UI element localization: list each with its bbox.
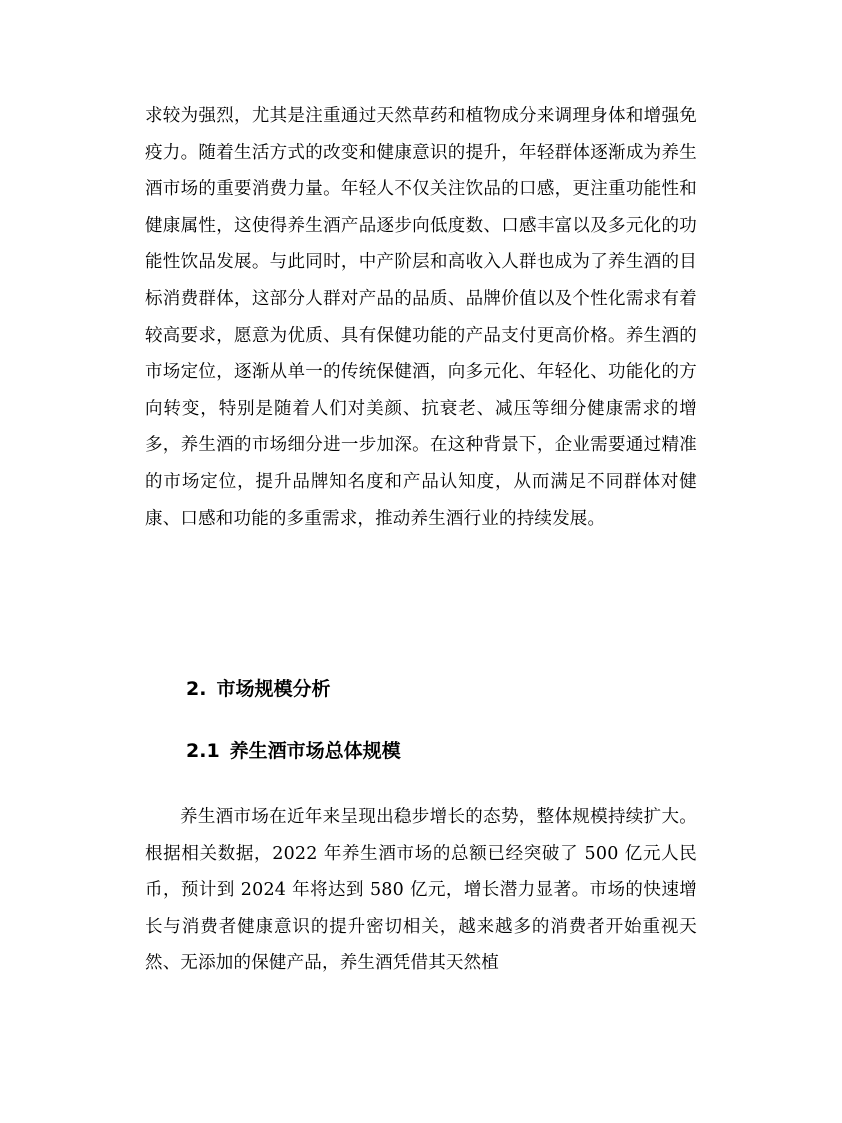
subsection-heading-overall-scale — [186, 737, 401, 765]
body-paragraph-consumer-groups: 求较为强烈，尤其是注重通过天然草药和植物成分来调理身体和增强免疫力。随着生活方式的改变和健康意识的提升，年轻群体逐渐成为养生酒市场的重要消费力量。年轻人不仅关注饮品的口感，更注重功能性和健康属性，这使得养生酒产品逐步向低度数、口感丰富以及多元化的功能性饮品发展。与此同时，中产阶层和高收入人群也成为了养生酒的目标消费群体，这部分人群对产品的品质、品牌价值以及个性化需求有着较高要求，愿意为优质、具有保健功能的产品支付更高价格。养生酒的市场定位，逐渐从单一的传统保健酒，向多元化、年轻化、功能化的方向转变，特别是随着人们对美颜、抗衰老、减压等细分健康需求的增多，养生酒的市场细分进一步加深。在这种背景下，企业需要通过精准的市场定位，提升品牌知名度和产品认知度，从而满足不同群体对健康、口感和功能的多重需求，推动养生酒行业的持续发展。 — [145, 106, 697, 529]
subsection-number: 2.1 — [186, 740, 220, 762]
section-number: 2. — [186, 678, 207, 700]
section-heading-market-size — [186, 675, 330, 703]
body-paragraph-market-scale: 养生酒市场在近年来呈现出稳步增长的态势，整体规模持续扩大。根据相关数据，2022 年养生酒市场的总额已经突破了 500 亿元人民币，预计到 2024 年将达到 580 亿元，增长潜力显著。市场的快速增长与消费者健康意识的提升密切相关，越来越多的消费者开始重视天然、无添加的保健产品，养生酒凭借其天然植 — [145, 807, 697, 974]
subsection-title: 养生酒市场总体规模 — [229, 740, 401, 762]
section-title: 市场规模分析 — [216, 678, 331, 700]
